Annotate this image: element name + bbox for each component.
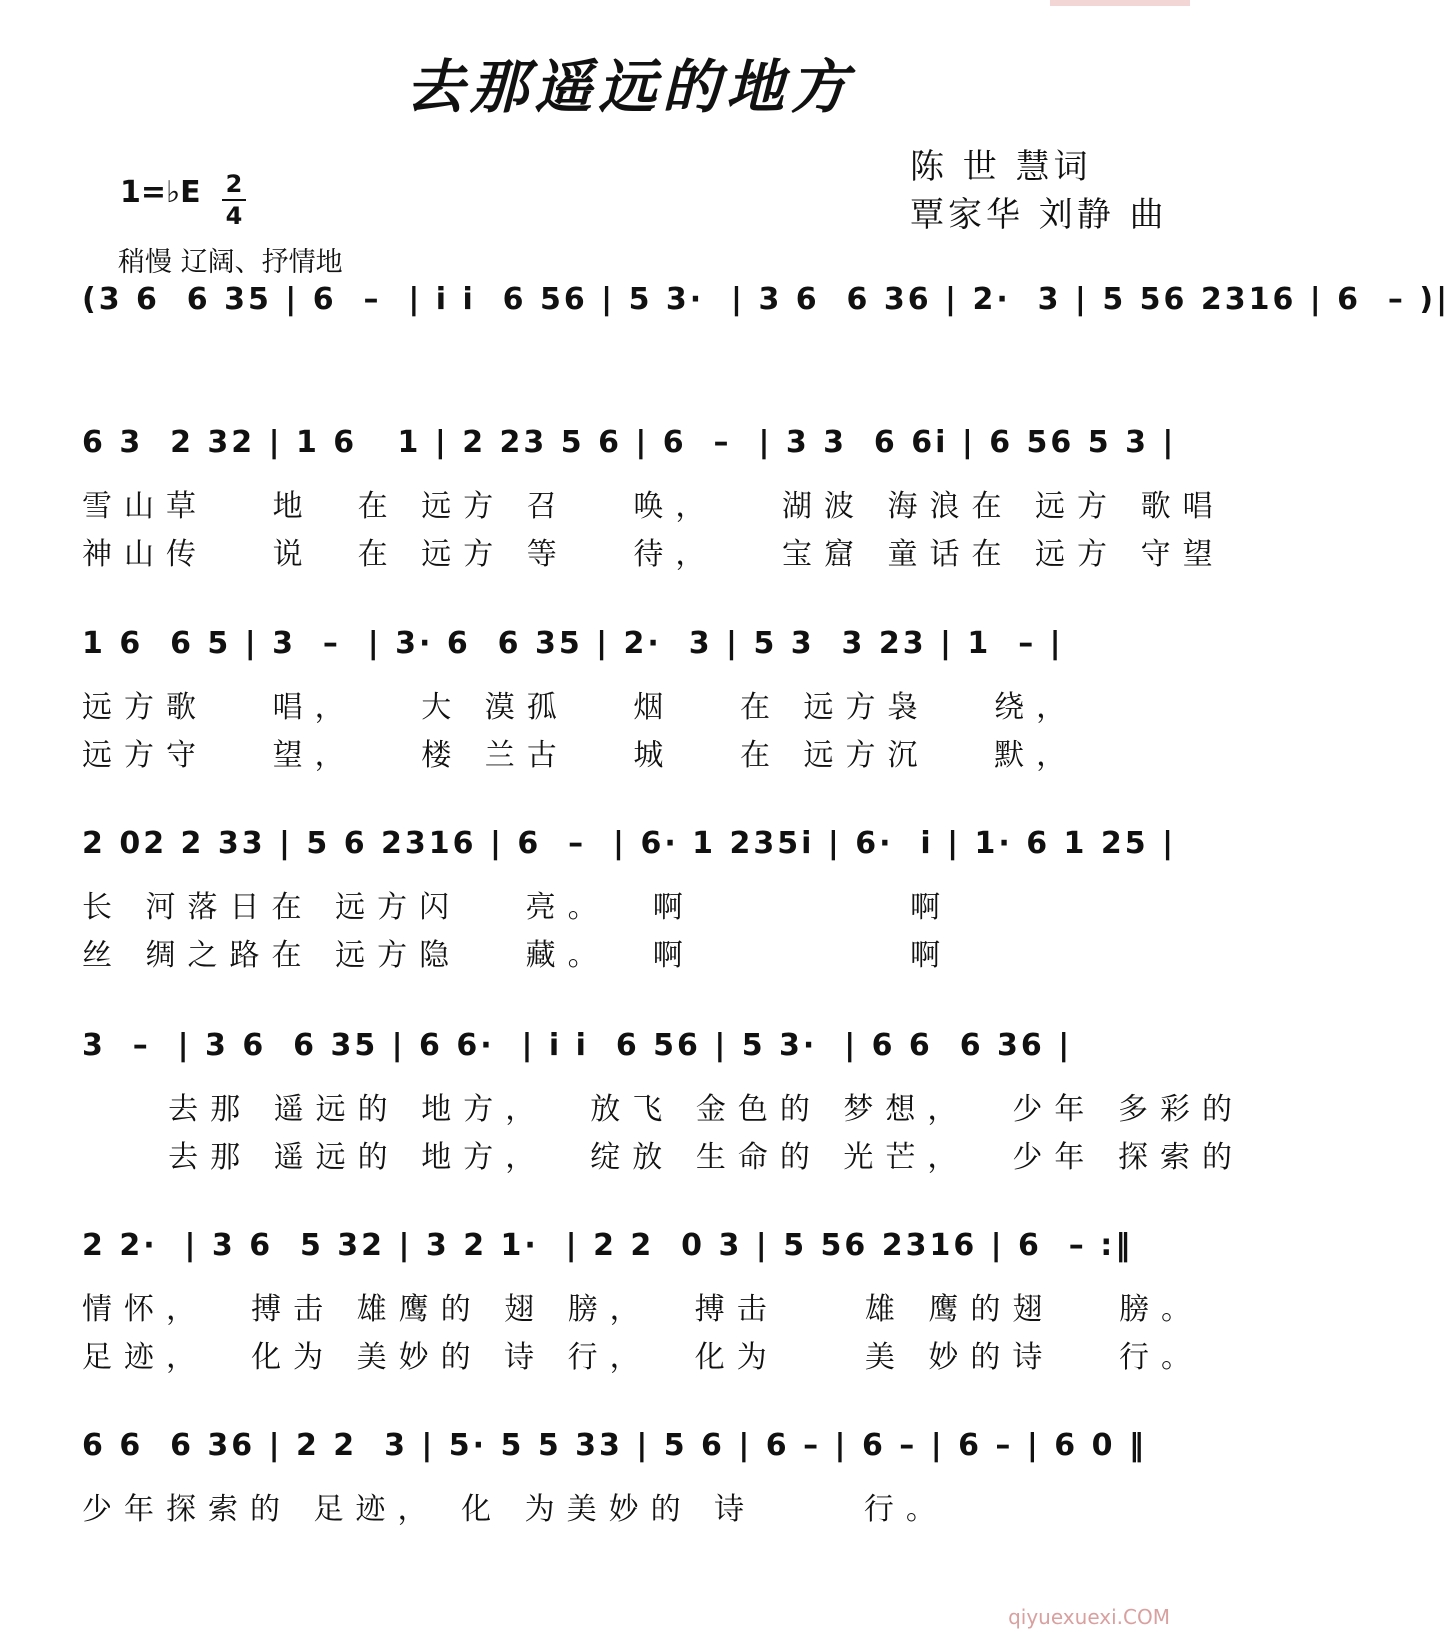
tempo-marking: 稍慢 辽阔、抒情地 xyxy=(118,247,343,278)
lyric-verse-2: 神山传 说 在 远方 等 待， 宝窟 童话在 远方 守望 xyxy=(82,537,1225,572)
notation-line-6: 2 2· | 3 6 5 32 | 3 2 1· | 2 2 0 3 | 5 56 2316 | 6 – :‖ xyxy=(82,1228,1134,1263)
lyric-verse-1: 少年探索的 足迹， 化 为美妙的 诗 行。 xyxy=(82,1492,948,1527)
top-decoration xyxy=(1050,0,1190,6)
lyric-verse-1: 远方歌 唱， 大 漠孤 烟 在 远方袅 绕， xyxy=(82,690,1079,725)
notation-line-5: 3 – | 3 6 6 35 | 6 6· | i i 6 56 | 5 3· | 6 6 6 36 | xyxy=(82,1028,1073,1063)
notation-line-1: (3 6 6 35 | 6 – | i i 6 56 | 5 3· | 3 6 6 36 | 2· 3 | 5 56 2316 | 6 – )| xyxy=(82,282,1450,317)
lyric-verse-1: 长 河落日在 远方闪 亮。 啊 啊 xyxy=(82,890,953,925)
meter-top: 2 xyxy=(225,170,243,198)
time-signature xyxy=(222,170,246,230)
lyric-verse-1: 情怀， 搏击 雄鹰的 翅 膀， 搏击 雄 鹰的翅 膀。 xyxy=(82,1292,1204,1327)
lyric-verse-1: 雪山草 地 在 远方 召 唤， 湖波 海浪在 远方 歌唱 xyxy=(82,489,1225,524)
lyric-verse-2: 丝 绸之路在 远方隐 藏。 啊 啊 xyxy=(82,938,953,973)
composer-credit: 覃家华 刘静 曲 xyxy=(910,195,1168,235)
lyric-verse-2: 远方守 望， 楼 兰古 城 在 远方沉 默， xyxy=(82,738,1079,773)
notation-line-3: 1 6 6 5 | 3 – | 3· 6 6 35 | 2· 3 | 5 3 3 23 | 1 – | xyxy=(82,626,1064,661)
credits xyxy=(910,143,1190,239)
lyric-verse-2: 足迹， 化为 美妙的 诗 行， 化为 美 妙的诗 行。 xyxy=(82,1340,1204,1375)
notation-line-2: 6 3 2 32 | 1 6 1 | 2 23 5 6 | 6 – | 3 3 6 6i | 6 56 5 3 | xyxy=(82,425,1177,460)
key-signature: 1=♭E xyxy=(120,175,201,210)
site-watermark: qiyuexuexi.COM xyxy=(1008,1605,1170,1629)
lyric-verse-2: 去那 遥远的 地方， 绽放 生命的 光芒， 少年 探索的 xyxy=(82,1140,1244,1175)
song-title: 去那遥远的地方 xyxy=(405,53,854,121)
lyricist-credit: 陈 世 慧词 xyxy=(910,147,1092,187)
notation-line-4: 2 02 2 33 | 5 6 2316 | 6 – | 6· 1 235i | 6· i | 1· 6 1 25 | xyxy=(82,826,1177,861)
notation-line-7: 6 6 6 36 | 2 2 3 | 5· 5 5 33 | 5 6 | 6 – | 6 – | 6 – | 6 0 ‖ xyxy=(82,1428,1147,1463)
meter-bottom: 4 xyxy=(225,202,243,230)
lyric-verse-1: 去那 遥远的 地方， 放飞 金色的 梦想， 少年 多彩的 xyxy=(82,1092,1244,1127)
meter-bar xyxy=(222,199,246,201)
